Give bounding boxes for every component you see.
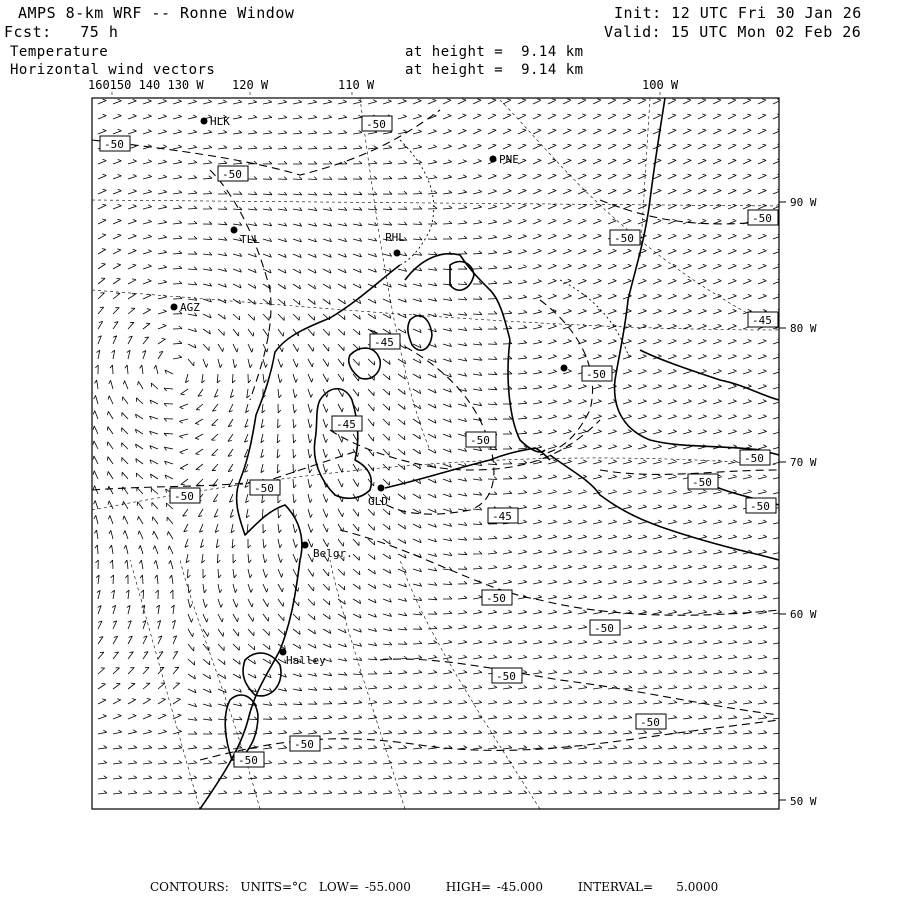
contour-label-text: -50 [238, 754, 258, 767]
station-marker [201, 118, 208, 125]
station-belgrano [302, 542, 353, 561]
coastline-ice-shelf [314, 389, 371, 499]
station-pne [490, 153, 519, 166]
contour-label [636, 714, 666, 729]
field-wind-vectors: Horizontal wind vectors [10, 62, 216, 78]
coastlines [200, 98, 779, 809]
contour-label-text: -50 [692, 476, 712, 489]
station-label: PHL [385, 231, 405, 244]
contour-label-text: -50 [750, 500, 770, 513]
lon-label-100: 100 W [642, 78, 679, 92]
contour-label [362, 116, 392, 131]
contour-label [482, 590, 512, 605]
contour-label-text: -50 [752, 212, 772, 225]
contour-50-mid [92, 450, 360, 490]
lat-label-60: 60 W [790, 608, 817, 621]
station-agz [171, 301, 201, 314]
contour-label-text: -50 [496, 670, 516, 683]
wind-vector-field [93, 99, 782, 794]
lon-line-e [640, 98, 650, 260]
contour-label [488, 508, 518, 523]
height-wind: at height = 9.14 km [405, 62, 584, 78]
map-title: AMPS 8-km WRF -- Ronne Window [18, 4, 295, 22]
station-marker [394, 250, 401, 257]
contour-50-south-b [380, 659, 779, 715]
station-marker [231, 227, 238, 234]
station-label: HLK [210, 115, 230, 128]
lat-label-50: 50 W [790, 795, 817, 808]
lon-label-120: 120 W [232, 78, 269, 92]
coastline-ronne-front [385, 448, 550, 488]
contour-legend: CONTOURS: UNITS=°C LOW= -55.000 HIGH= -45.000 INTERVAL= 5.0000 [150, 880, 719, 894]
contour-label [250, 480, 280, 495]
station-tll [231, 227, 261, 247]
contour-label [590, 620, 620, 635]
lat-label-70: 70 W [790, 456, 817, 469]
grounding-line-east [560, 280, 630, 360]
contour-label [370, 334, 400, 349]
contour-label [746, 498, 776, 513]
contour-label [582, 366, 612, 381]
lon-line-c [330, 560, 405, 809]
forecast-hour: Fcst: 75 h [4, 23, 119, 41]
lon-line-a [130, 560, 200, 810]
contour-label-text: -50 [222, 168, 242, 181]
contour-label-text: -45 [336, 418, 356, 431]
station-halley [280, 649, 327, 668]
contour-label-text: -50 [104, 138, 124, 151]
lon-ticks [112, 92, 660, 98]
contour-label [170, 488, 200, 503]
coastline-island-c [450, 262, 474, 291]
height-temperature: at height = 9.14 km [405, 44, 584, 60]
contour-label [290, 736, 320, 751]
contour-label [748, 210, 778, 225]
station-marker [171, 304, 178, 311]
contour-label [610, 230, 640, 245]
station-marker [490, 156, 497, 163]
contour-label-text: -50 [640, 716, 660, 729]
contour-label [218, 166, 248, 181]
lon-label-110: 110 W [338, 78, 375, 92]
contour-label-text: -50 [586, 368, 606, 381]
lat-ticks [779, 202, 786, 800]
coastline-east-land [615, 98, 779, 455]
station-label: PNE [499, 153, 519, 166]
station-label: AGZ [180, 301, 200, 314]
contour-label [748, 312, 778, 327]
contour-label [332, 416, 362, 431]
station-hlk [201, 115, 231, 128]
contour-labels [100, 116, 778, 767]
valid-time: Valid: 15 UTC Mon 02 Feb 26 [604, 23, 862, 41]
contour-label [466, 432, 496, 447]
contour-label-text: -50 [614, 232, 634, 245]
contour-label-text: -45 [492, 510, 512, 523]
contour-label [100, 136, 130, 151]
contour-label-text: -50 [594, 622, 614, 635]
station-marker [561, 365, 568, 372]
init-time: Init: 12 UTC Fri 30 Jan 26 [614, 4, 862, 22]
contour-label-text: -50 [294, 738, 314, 751]
station-unlabeled [561, 365, 568, 372]
station-label: GLD [368, 495, 388, 508]
station-label: Halley [286, 654, 326, 667]
contour-label-text: -45 [374, 336, 394, 349]
contour-label-text: -45 [752, 314, 772, 327]
station-label: TLL [240, 233, 260, 246]
coastline-east-ridge [640, 350, 779, 400]
contour-label [688, 474, 718, 489]
contour-label-text: -50 [366, 118, 386, 131]
station-marker [378, 485, 385, 492]
contour-label [234, 752, 264, 767]
lon-label-160-130: 160150 140 130 W [88, 78, 204, 92]
contour-label-text: -50 [486, 592, 506, 605]
wind-barbs [93, 99, 782, 794]
coastline-eastern-inlet [508, 340, 545, 452]
lat-line-90 [92, 200, 779, 206]
lon-line-b [180, 560, 260, 809]
contour-50-west [210, 170, 271, 400]
contour-label-text: -50 [744, 452, 764, 465]
lat-label-90: 90 W [790, 196, 817, 209]
station-phl [385, 231, 405, 257]
lon-line-d [400, 560, 540, 809]
lon-line-g [500, 100, 779, 330]
contour-label-text: -50 [174, 490, 194, 503]
contour-label-text: -50 [254, 482, 274, 495]
field-temperature: Temperature [10, 44, 109, 60]
lon-line-f [360, 98, 430, 450]
contour-label [492, 668, 522, 683]
contour-50-south-c [200, 720, 779, 760]
grounding-line [400, 140, 630, 360]
contour-label [740, 450, 770, 465]
station-label: Belgr. [313, 547, 353, 560]
station-marker [302, 542, 309, 549]
contour-label-text: -50 [470, 434, 490, 447]
lat-label-80: 80 W [790, 322, 817, 335]
